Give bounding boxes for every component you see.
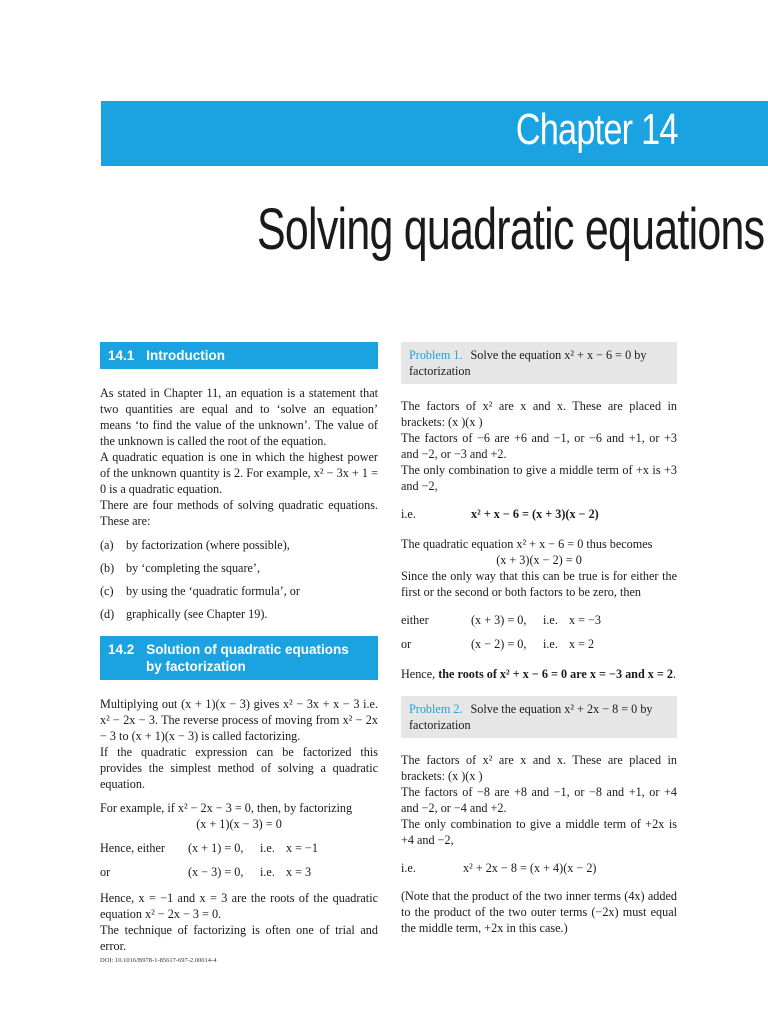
factorization-paragraph-3: For example, if x² − 2x − 3 = 0, then, by factorizing: [100, 801, 353, 815]
chapter-banner: [101, 101, 768, 166]
problem-2-note: (Note that the product of the two inner terms (4x) added to the product of the two outer terms (−2x) must equal the middle term, +2x in this case.): [401, 889, 677, 935]
problem-2-box: Problem 2. Solve the equation x² + 2x − 8 = 0 by factorization: [401, 696, 677, 738]
chapter-label: Chapter 14: [515, 105, 678, 154]
problem-2-paragraph-2: The factors of −8 are +8 and −1, or −8 and +1, or +4 and −2, or −4 and +2.: [401, 785, 677, 815]
factorization-paragraph-4: Hence, x = −1 and x = 3 are the roots of the quadratic equation x² − 2x − 3 = 0.: [100, 891, 378, 921]
hence-either-row: Hence, either (x + 1) = 0, i.e. x = −1: [100, 841, 319, 855]
factorization-paragraph-1: Multiplying out (x + 1)(x − 3) gives x² − 3x + x − 3 i.e. x² − 2x − 3. The reverse process of moving from x² − 2x − 3 to (x + 1)(x − 3) is called factorizing.: [100, 697, 378, 743]
problem-1-box: Problem 1. Solve the equation x² + x − 6 = 0 by factorization: [401, 342, 677, 384]
problem-2-result-row: i.e. x² + 2x − 8 = (x + 4)(x − 2): [401, 861, 597, 875]
intro-paragraph-2: A quadratic equation is one in which the highest power of the unknown quantity is 2. For example, x² − 3x + 1 = 0 is a quadratic equation.: [100, 450, 378, 496]
section-heading-introduction: 14.1 Introduction: [100, 342, 378, 369]
either-row: either (x + 3) = 0, i.e. x = −3: [401, 613, 602, 627]
list-item: (c) by using the ‘quadratic formula’, or: [100, 584, 300, 598]
problem-2-label: Problem 2.: [409, 702, 463, 716]
intro-paragraph-1: As stated in Chapter 11, an equation is a statement that two quantities are equal and to ‘solve an equation’ means ‘to find the value of the unknown’. The value of the unknown is called the root of the equation.: [100, 386, 378, 448]
problem-1-paragraph-2: The factors of −6 are +6 and −1, or −6 and +1, or +3 and −2, or −3 and +2.: [401, 431, 677, 461]
problem-2-paragraph-1: The factors of x² are x and x. These are placed in brackets: (x )(x ): [401, 753, 677, 783]
factorization-paragraph-2: If the quadratic expression can be factorized this provides the simplest method of solving a quadratic equation.: [100, 745, 378, 791]
right-column: [401, 342, 677, 936]
factorization-paragraph-5: The technique of factorizing is often one of trial and error.: [100, 923, 378, 953]
methods-list: [100, 537, 378, 622]
list-item: (a) by factorization (where possible),: [100, 538, 290, 552]
list-item: (b) by ‘completing the square’,: [100, 561, 261, 575]
or-row: or (x − 3) = 0, i.e. x = 3: [100, 865, 312, 879]
problem-1-paragraph-4: The quadratic equation x² + x − 6 = 0 thus becomes: [401, 537, 653, 551]
chapter-title: Solving quadratic equations: [257, 197, 765, 262]
problem-1-conclusion: Hence, the roots of x² + x − 6 = 0 are x = −3 and x = 2.: [401, 667, 677, 681]
intro-paragraph-3: There are four methods of solving quadratic equations. These are:: [100, 498, 378, 528]
problem-1-equation: (x + 3)(x − 2) = 0: [496, 553, 582, 567]
problem-1-paragraph-5: Since the only way that this can be true is for either the first or the second or both factors to be zero, then: [401, 569, 677, 599]
or-row-problem-1: or (x − 2) = 0, i.e. x = 2: [401, 637, 595, 651]
doi-footer: DOI: 10.1016/B978-1-85617-697-2.00014-4: [100, 957, 217, 964]
problem-1-paragraph-3: The only combination to give a middle term of +x is +3 and −2,: [401, 463, 677, 493]
equation-factorized: (x + 1)(x − 3) = 0: [196, 817, 282, 831]
problem-2-paragraph-3: The only combination to give a middle term of +2x is +4 and −2,: [401, 817, 677, 847]
section-heading-factorization: 14.2 Solution of quadratic equations by factorization: [100, 636, 378, 680]
problem-1-result-row: i.e. x² + x − 6 = (x + 3)(x − 2): [401, 507, 599, 521]
left-column: [100, 342, 378, 954]
problem-1-paragraph-1: The factors of x² are x and x. These are placed in brackets: (x )(x ): [401, 399, 677, 429]
list-item: (d) graphically (see Chapter 19).: [100, 607, 268, 621]
problem-1-label: Problem 1.: [409, 348, 463, 362]
